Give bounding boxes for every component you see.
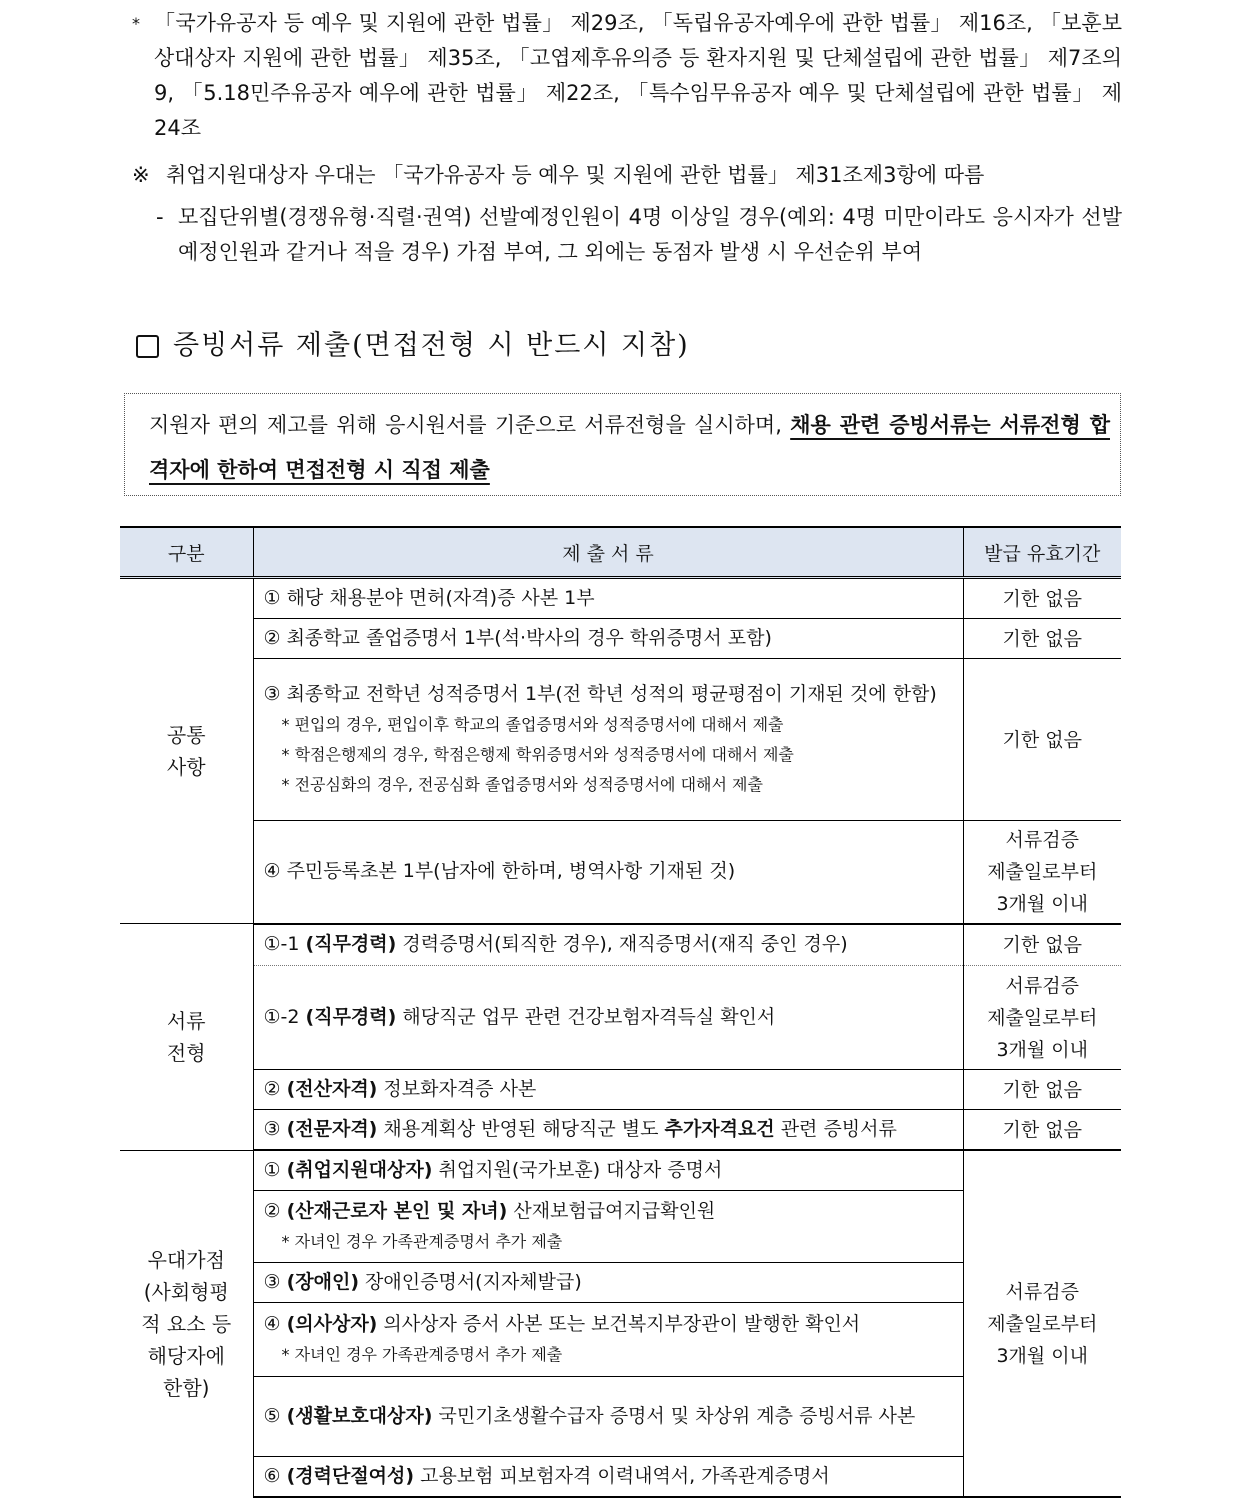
validity-cell: 기한 없음 bbox=[963, 619, 1121, 659]
table-row bbox=[120, 619, 1121, 659]
document-subnote: * 편입의 경우, 편입이후 학교의 졸업증명서와 성적증명서에 대해서 제출 bbox=[281, 715, 784, 734]
table-row bbox=[120, 966, 1121, 1070]
document-item bbox=[253, 821, 963, 924]
category-line: 해당자에 bbox=[147, 1343, 225, 1368]
validity-line: 3개월 이내 bbox=[996, 1344, 1089, 1367]
table-row bbox=[120, 1110, 1121, 1151]
document-item bbox=[253, 659, 963, 821]
table-row bbox=[120, 578, 1121, 619]
section-title-text: 증빙서류 제출(면접전형 시 반드시 지참) bbox=[173, 330, 690, 361]
documents-table bbox=[120, 526, 1121, 1498]
table-header-row bbox=[120, 527, 1121, 578]
validity-cell: 기한 없음 bbox=[963, 1110, 1121, 1151]
document-text: ③ 최종학교 전학년 성적증명서 1부(전 학년 성적의 평균평점이 기재된 것에 한함) bbox=[263, 683, 937, 705]
asterisk-mark: * bbox=[132, 14, 140, 33]
category-common bbox=[120, 578, 253, 924]
document-item bbox=[253, 924, 963, 966]
document-item bbox=[253, 966, 963, 1070]
table-row bbox=[120, 924, 1121, 966]
dash-mark: - bbox=[156, 205, 164, 229]
item-type: (장애인) bbox=[286, 1271, 360, 1293]
law-reference-note bbox=[132, 6, 1122, 146]
category-preference bbox=[120, 1150, 253, 1497]
item-type: 추가자격요건 bbox=[664, 1118, 775, 1140]
document-subnote: * 학점은행제의 경우, 학점은행제 학위증명서와 성적증명서에 대해서 제출 bbox=[281, 745, 794, 764]
item-type: (직무경력) bbox=[305, 933, 397, 956]
validity-cell bbox=[963, 821, 1121, 924]
item-number: ③ bbox=[263, 1118, 287, 1140]
notice-emphasis-text: 채용 관련 증빙서류는 서류전형 합격자에 한하여 면접전형 시 직접 제출 bbox=[149, 413, 1110, 482]
document-item bbox=[253, 1110, 963, 1151]
item-type: (전산자격) bbox=[286, 1078, 378, 1100]
item-type: (산재근로자 본인 및 자녀) bbox=[286, 1200, 508, 1222]
employment-support-note bbox=[132, 158, 1122, 193]
document-item bbox=[253, 1377, 963, 1457]
item-number: ⑥ bbox=[263, 1465, 287, 1487]
notice-box bbox=[124, 393, 1121, 496]
document-text: ② 최종학교 졸업증명서 1부(석·박사의 경우 학위증명서 포함) bbox=[263, 627, 772, 649]
table-row bbox=[120, 659, 1121, 821]
item-text: 관련 증빙서류 bbox=[774, 1118, 897, 1140]
validity-line: 제출일로부터 bbox=[987, 860, 1098, 883]
reference-mark: ※ bbox=[132, 163, 150, 187]
notice-plain-text: 지원자 편의 제고를 위해 응시원서를 기준으로 서류전형을 실시하며, bbox=[149, 413, 791, 437]
item-number: ①-2 bbox=[263, 1006, 306, 1028]
header-category: 구분 bbox=[120, 527, 253, 578]
validity-line: 제출일로부터 bbox=[987, 1312, 1098, 1335]
item-type: (전문자격) bbox=[286, 1118, 378, 1140]
item-text: 국민기초생활수급자 증명서 및 차상위 계층 증빙서류 사본 bbox=[432, 1405, 916, 1427]
document-item bbox=[253, 1150, 963, 1191]
table-row bbox=[120, 821, 1121, 924]
validity-line: 서류검증 bbox=[1005, 974, 1079, 997]
bonus-point-text: 모집단위별(경쟁유형·직렬·권역) 선발예정인원이 4명 이상일 경우(예외: 4명 미만이라도 응시자가 선발예정인원과 같거나 적을 경우) 가점 부여, 그 외에는 동점자 발생 시 우선순위 부여 bbox=[178, 205, 1122, 264]
validity-cell: 기한 없음 bbox=[963, 1070, 1121, 1110]
item-type: (직무경력) bbox=[305, 1006, 397, 1028]
category-line: 한함) bbox=[163, 1375, 210, 1400]
section-title bbox=[136, 326, 690, 366]
document-subnote: * 자녀인 경우 가족관계증명서 추가 제출 bbox=[281, 1345, 563, 1364]
item-type: (경력단절여성) bbox=[286, 1465, 415, 1487]
item-text: 취업지원(국가보훈) 대상자 증명서 bbox=[432, 1159, 723, 1181]
header-validity: 발급 유효기간 bbox=[963, 527, 1121, 578]
document-item bbox=[253, 1070, 963, 1110]
item-text: 고용보험 피보험자격 이력내역서, 가족관계증명서 bbox=[414, 1465, 830, 1487]
item-text: 산재보험급여지급확인원 bbox=[507, 1200, 716, 1222]
item-text: 장애인증명서(지자체발급) bbox=[359, 1271, 582, 1293]
document-item bbox=[253, 1263, 963, 1303]
validity-cell: 기한 없음 bbox=[963, 578, 1121, 619]
item-number: ⑤ bbox=[263, 1405, 287, 1427]
validity-line: 서류검증 bbox=[1005, 828, 1079, 851]
document-item bbox=[253, 619, 963, 659]
item-number: ① bbox=[263, 1159, 287, 1181]
validity-line: 3개월 이내 bbox=[996, 1038, 1089, 1061]
category-line: (사회형평 bbox=[143, 1279, 229, 1304]
document-item bbox=[253, 1303, 963, 1377]
document-item bbox=[253, 578, 963, 619]
validity-cell: 기한 없음 bbox=[963, 924, 1121, 966]
category-line: 서류 bbox=[166, 1008, 206, 1033]
bonus-point-note bbox=[156, 200, 1122, 270]
item-number: ④ bbox=[263, 1313, 287, 1335]
document-item bbox=[253, 1457, 963, 1498]
employment-support-text: 취업지원대상자 우대는 「국가유공자 등 예우 및 지원에 관한 법률」 제31조제3항에 따름 bbox=[166, 163, 985, 187]
item-text: 해당직군 업무 관련 건강보험자격득실 확인서 bbox=[396, 1006, 776, 1028]
item-type: (의사상자) bbox=[286, 1313, 378, 1335]
checkbox-square-icon bbox=[136, 335, 159, 358]
item-text: 의사상자 증서 사본 또는 보건복지부장관이 발행한 확인서 bbox=[377, 1313, 861, 1335]
table-row bbox=[120, 1150, 1121, 1191]
category-screening bbox=[120, 924, 253, 1151]
category-line: 적 요소 등 bbox=[141, 1311, 232, 1336]
document-subnote: * 전공심화의 경우, 전공심화 졸업증명서와 성적증명서에 대해서 제출 bbox=[281, 775, 763, 794]
validity-cell bbox=[963, 1150, 1121, 1497]
category-line: 전형 bbox=[166, 1040, 206, 1065]
item-type: (취업지원대상자) bbox=[286, 1159, 433, 1181]
document-text: ① 해당 채용분야 면허(자격)증 사본 1부 bbox=[263, 587, 595, 609]
validity-cell: 기한 없음 bbox=[963, 659, 1121, 821]
category-line: 사항 bbox=[166, 755, 206, 779]
item-text: 경력증명서(퇴직한 경우), 재직증명서(재직 중인 경우) bbox=[396, 933, 848, 956]
document-subnote: * 자녀인 경우 가족관계증명서 추가 제출 bbox=[281, 1232, 563, 1251]
validity-line: 서류검증 bbox=[1005, 1280, 1079, 1303]
category-line: 우대가점 bbox=[147, 1247, 225, 1272]
header-documents: 제 출 서 류 bbox=[253, 527, 963, 578]
category-line: 공통 bbox=[166, 723, 206, 747]
item-number: ② bbox=[263, 1200, 287, 1222]
table-row bbox=[120, 1070, 1121, 1110]
validity-line: 제출일로부터 bbox=[987, 1006, 1098, 1029]
item-text: 채용계획상 반영된 해당직군 별도 bbox=[377, 1118, 665, 1140]
law-reference-text: 「국가유공자 등 예우 및 지원에 관한 법률」 제29조, 「독립유공자예우에 관한 법률」 제16조, 「보훈보상대상자 지원에 관한 법률」 제35조, 「고엽제후유의증 등 환자지원 및 단체설립에 관한 법률」 제7조의9, 「5.18민주유공자 예우에 관한 법률」 제22조, 「특수임무유공자 예우 및 단체설립에 관한 법률」 제24조 bbox=[154, 11, 1122, 140]
validity-line: 3개월 이내 bbox=[996, 892, 1089, 915]
item-number: ② bbox=[263, 1078, 287, 1100]
document-item bbox=[253, 1191, 963, 1263]
item-type: (생활보호대상자) bbox=[286, 1405, 433, 1427]
validity-cell bbox=[963, 966, 1121, 1070]
document-text: ④ 주민등록초본 1부(남자에 한하며, 병역사항 기재된 것) bbox=[263, 860, 736, 883]
item-number: ①-1 bbox=[263, 933, 306, 956]
item-text: 정보화자격증 사본 bbox=[377, 1078, 537, 1100]
item-number: ③ bbox=[263, 1271, 287, 1293]
